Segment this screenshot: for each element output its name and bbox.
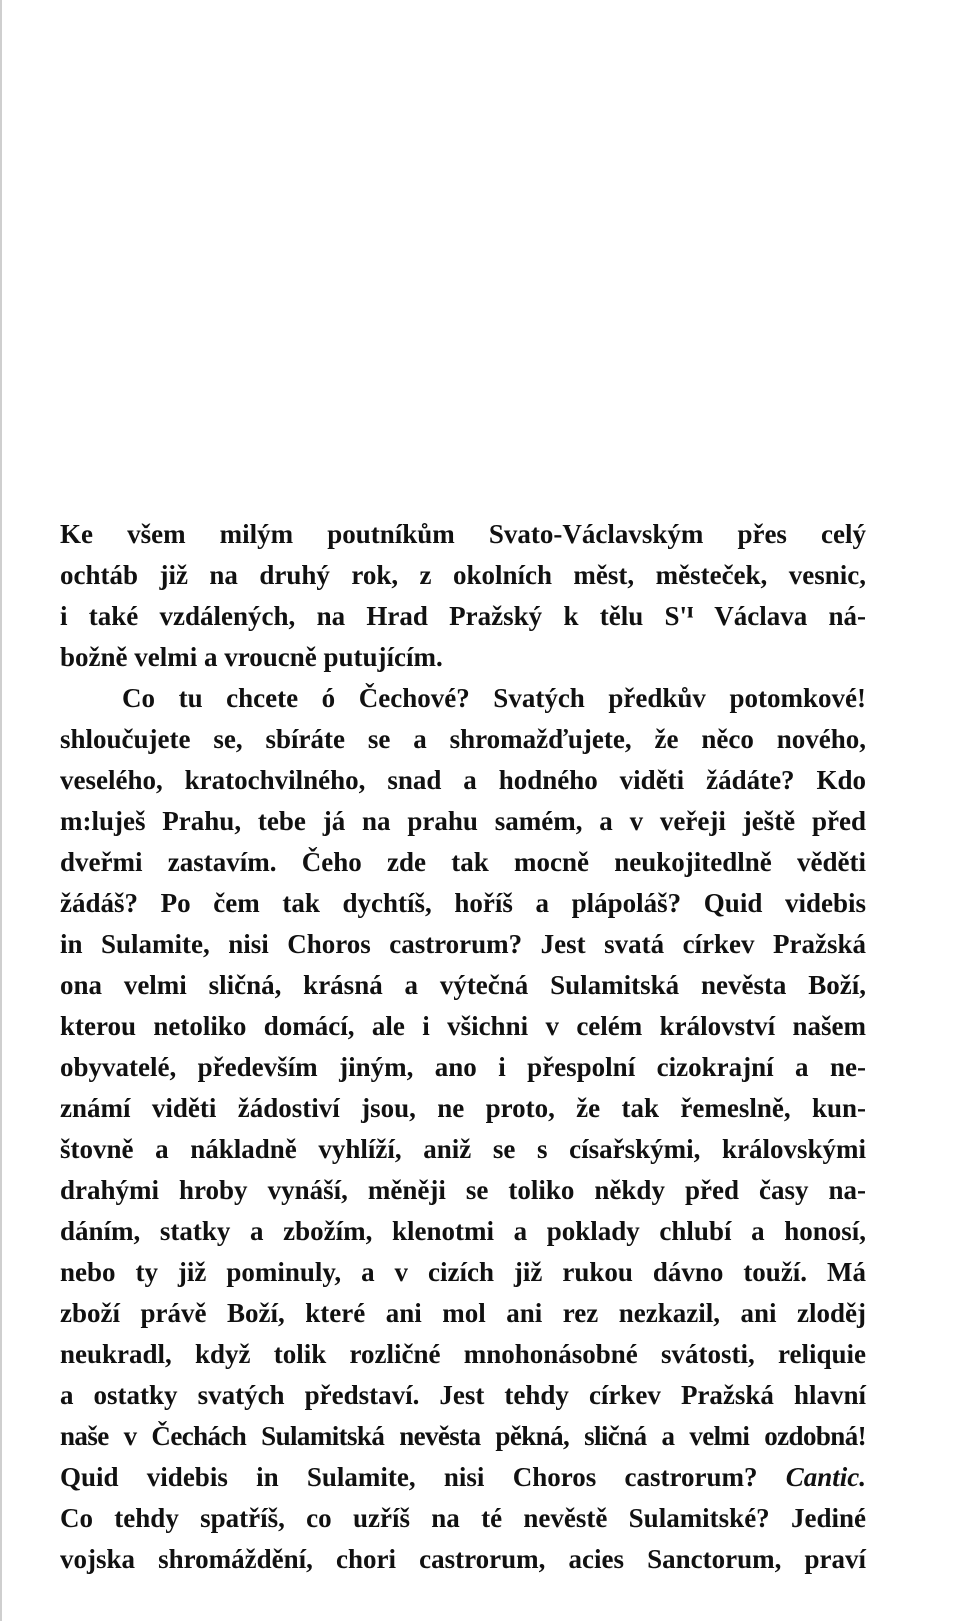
text-line: ochtáb již na druhý rok, z okolních měst, městeček, vesnic, [60,560,866,590]
text-line: nebo ty již pominuly, a v cizích již rukou dávno touží. Má [60,1257,866,1287]
text-line: kterou netoliko domácí, ale i všichni v celém království našem [60,1011,866,1041]
text-line: neukradl, když tolik rozličné mnohonásobné svátosti, reliquie [60,1339,866,1369]
text-line: štovně a nákladně vyhlíží, aniž se s císařskými, královskými [60,1134,866,1164]
text-line: drahými hroby vynáší, měněji se toliko někdy před časy na- [60,1175,866,1205]
text-line: žádáš? Po čem tak dychtíš, hoříš a plápoláš? Quid videbis [60,888,866,918]
text-line: dveřmi zastavím. Čeho zde tak mocně neukojitedlně věděti [60,847,866,877]
text-line: obyvatelé, především jiným, ano i přespolní cizokrajní a ne- [60,1052,866,1082]
text-line: ona velmi sličná, krásná a výtečná Sulamitská nevěsta Boží, [60,970,866,1000]
text-line: známí viděti žádostiví jsou, ne proto, že tak řemeslně, kun- [60,1093,866,1123]
text-line-with-reference [60,1457,866,1498]
text-line: Co tehdy spatříš, co uzříš na té nevěstě Sulamitské? Jediné [60,1503,866,1533]
text-line: i také vzdálených, na Hrad Pražský k tělu S'ᴵ Václava ná- [60,601,866,631]
text-line: božně velmi a vroucně putujícím. [60,642,443,672]
text-line: a ostatky svatých představí. Jest tehdy církev Pražská hlavní [60,1380,866,1410]
text-fragment: Quid videbis in Sulamite, nisi Choros castrorum? [60,1462,758,1492]
text-line: Co tu chcete ó Čechové? Svatých předkův potomkové! [122,683,866,713]
text-line: shloučujete se, sbíráte se a shromažďujete, že něco nového, [60,724,866,754]
text-line: naše v Čechách Sulamitská nevěsta pěkná, sličná a velmi ozdobná! [60,1421,866,1451]
text-line: dáním, statky a zbožím, klenotmi a poklady chlubí a honosí, [60,1216,866,1246]
text-line: Ke všem milým poutníkům Svato-Václavským přes celý [60,519,866,549]
body-text [60,514,866,1580]
citation-reference: Cantic. [785,1462,866,1492]
text-line: in Sulamite, nisi Choros castrorum? Jest svatá církev Pražská [60,929,866,959]
text-line: m:luješ Prahu, tebe já na prahu samém, a v veřeji ještě před [60,806,866,836]
text-line: veselého, kratochvilného, snad a hodného viděti žádáte? Kdo [60,765,866,795]
text-line: vojska shromáždění, chori castrorum, acies Sanctorum, praví [60,1544,866,1574]
text-line: zboží právě Boží, které ani mol ani rez nezkazil, ani zloděj [60,1298,866,1328]
page-edge [0,0,2,1621]
